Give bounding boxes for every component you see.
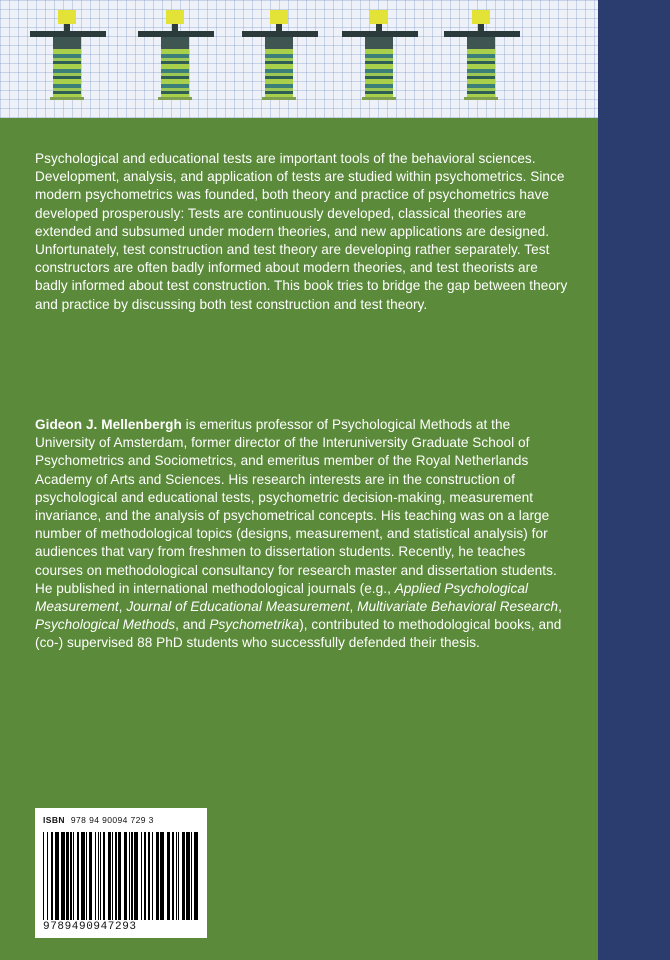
isbn-text [43,815,154,825]
barcode-bar [167,832,171,920]
barcode-bar [131,832,132,920]
barcode-bar [70,832,71,920]
figure-head [370,10,388,24]
author-bio [35,416,570,653]
barcode-bar [112,832,113,920]
isbn-label: ISBN [43,815,65,825]
figure-base [50,97,84,100]
figure-body [467,49,495,97]
figure-body [53,49,81,97]
barcode-digits: 9789490947293 [43,921,137,933]
barcode-bar [81,832,85,920]
barcode-bar [191,832,192,920]
barcode-bar [95,832,96,920]
totem-figure-1 [30,10,106,102]
figure-body [265,49,293,97]
figure-chest [365,37,393,49]
author-name: Gideon J. Mellenbergh [35,417,182,432]
barcode-bar [73,832,74,920]
figure-head [58,10,76,24]
bio-separator: , [118,599,127,615]
journal-title: Psychometrika [209,617,300,633]
barcode-bar [148,832,149,920]
figure-chest [161,37,189,49]
bio-text-intro: is emeritus professor of Psychological Methods at the University of Amsterdam, former director of the Interuniversity Graduate School of Psychometrics and Sociometrics, and emeritus member of the Royal Netherlands Academy of Arts and Sciences. His research interests are in the construction of psychological and educational tests, psychometric decision-making, measurement invariance, and the analysis of psychometrical concepts. His teaching was on a large number of methodological topics (designs, measurement, and statistical analysis) for audiences that vary from freshmen to dissertation students. Recently, he teaches courses on methodological consultancy for research master and dissertation students. He published in international methodological journals (e.g., [35,417,557,596]
bio-separator: , [349,599,358,615]
barcode-bar [124,832,128,920]
bio-separator: , [558,599,562,615]
barcode-bar [47,832,48,920]
grid-illustration-strip [0,0,598,118]
barcode-bar [134,832,138,920]
barcode-bar [186,832,190,920]
figure-head [270,10,288,24]
barcode-bar [98,832,99,920]
journal-title: Journal of Educational Measurement [126,599,350,615]
figure-chest [53,37,81,49]
barcode-bar [115,832,118,920]
barcode-bar [108,832,111,920]
barcode-bar [103,832,106,920]
barcode-bar [144,832,145,920]
totem-figure-2 [138,10,214,102]
figure-body [161,49,189,97]
isbn-barcode-box [35,808,207,938]
totem-figure-4 [342,10,418,102]
barcode-bar [77,832,80,920]
barcode-bar [156,832,159,920]
barcode-bar [51,832,54,920]
figure-base [362,97,396,100]
barcode-bar [152,832,153,920]
barcode-bar [182,832,185,920]
totem-figure-3 [242,10,318,102]
barcode-bar [118,832,121,920]
barcode-bar [194,832,198,920]
figure-base [158,97,192,100]
barcode-bar [178,832,179,920]
barcode-bar [160,832,164,920]
totem-figure-5 [444,10,520,102]
barcode-bar [176,832,177,920]
barcode-bar [89,832,93,920]
bio-separator: , and [175,617,210,633]
figure-neck [478,24,484,31]
journal-title: Applied Psychological Measurement [35,580,529,615]
figure-head [166,10,184,24]
figure-neck [172,24,178,31]
book-blurb: Psychological and educational tests are important tools of the behavioral sciences. Development, analysis, and application of tests are studied within psychometrics. Since modern psychometrics was founded, both theory and practice of psychometrics have developed prosperously: Tests are continuously developed, classical theories are extended and subsumed under modern theories, and new applications are designed. Unfortunately, test construction and test theory are developing rather separately. Test constructors are often badly informed about modern theories, and test theorists are badly informed about test construction. This book tries to bridge the gap between theory and practice by discussing both test construction and test theory. [35,151,568,312]
barcode-bar [172,832,175,920]
journal-title: Multivariate Behavioral Research [357,599,559,615]
figure-neck [376,24,382,31]
figure-body [365,49,393,97]
barcode-bar [100,832,101,920]
barcode-bar [55,832,59,920]
bio-text-outro: ), contributed to methodological books, and (co-) supervised 88 PhD students who successfully defended their thesis. [35,617,562,651]
figure-neck [64,24,70,31]
figure-head [472,10,490,24]
barcode-bar [66,832,69,920]
figure-chest [265,37,293,49]
barcode-bar [141,832,142,920]
barcode-bar [61,832,65,920]
journal-title: Psychological Methods [35,617,176,633]
book-spine [598,0,670,960]
barcode-bars [43,832,199,920]
figure-neck [276,24,282,31]
barcode-bar [43,832,44,920]
isbn-number: 978 94 90094 729 3 [70,815,154,825]
figure-base [464,97,498,100]
barcode-bar [129,832,130,920]
barcode-bar [86,832,87,920]
figure-chest [467,37,495,49]
figure-base [262,97,296,100]
